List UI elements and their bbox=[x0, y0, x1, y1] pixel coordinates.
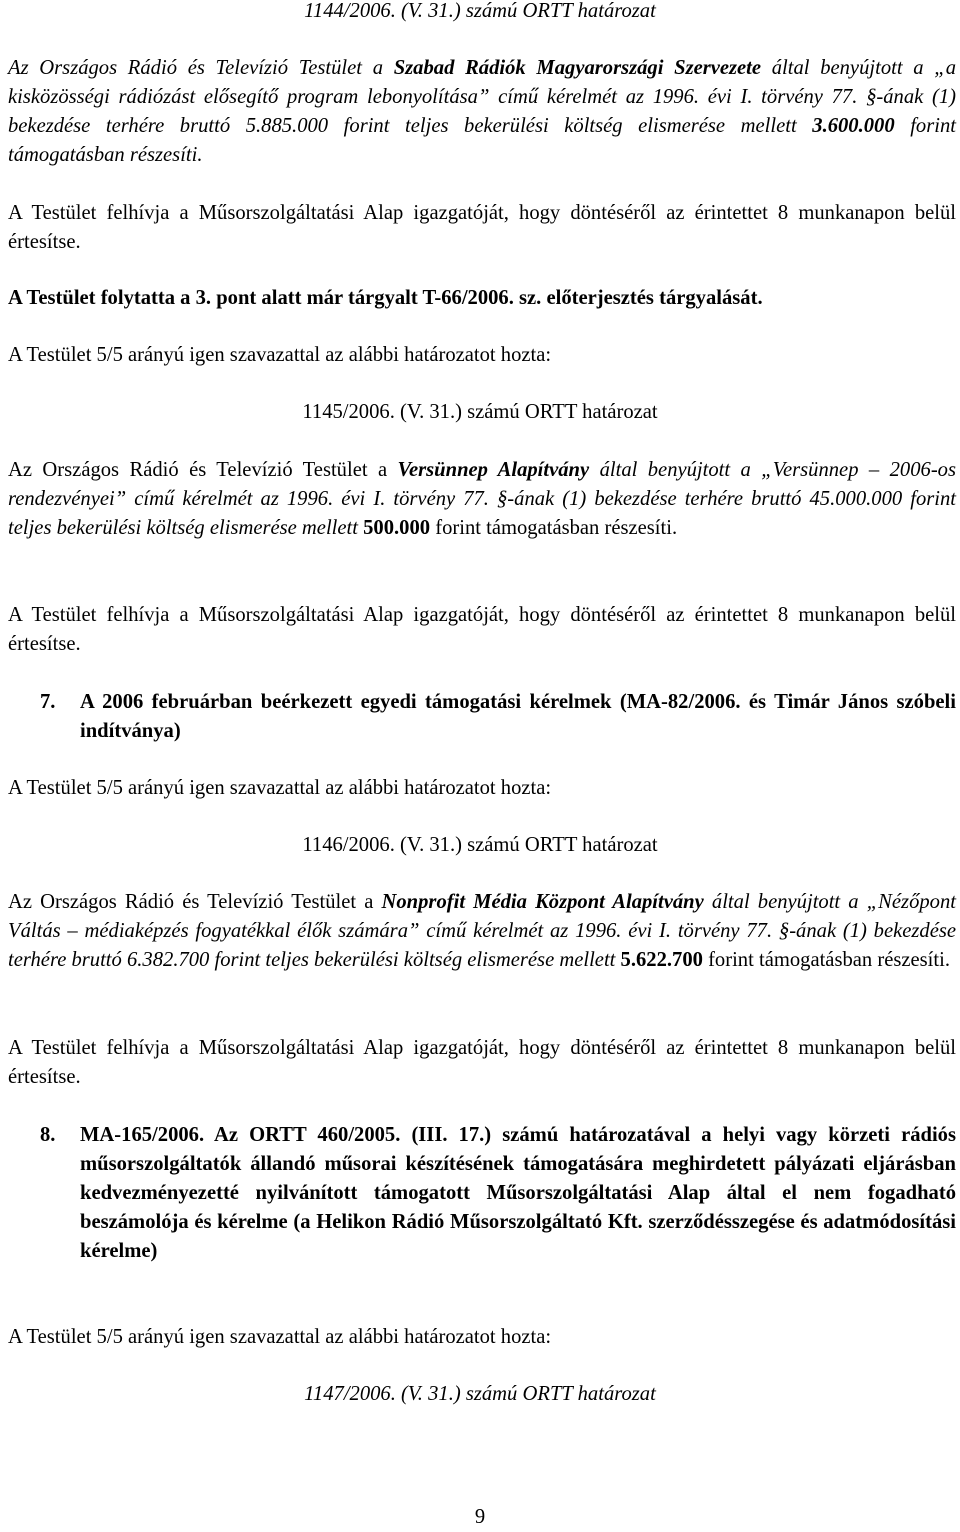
page-number: 9 bbox=[474, 1506, 486, 1528]
notify-paragraph-1: A Testület felhívja a Műsorszolgáltatási Alap igazgatóját, hogy döntéséről az érintettet 8 munkanapon belül értesítse. bbox=[8, 202, 956, 253]
organization-name: Szabad Rádiók Magyarországi Szervezete bbox=[393, 57, 762, 79]
application-title: „Nézőpont Váltás – médiaképzés fogyatékkal élők számára” bbox=[8, 891, 956, 942]
agenda-item-number-7: 7. bbox=[40, 691, 56, 713]
vote-statement-3: A Testület 5/5 arányú igen szavazattal az alábbi határozatot hozta: bbox=[8, 1326, 552, 1348]
agenda-item-number-8: 8. bbox=[40, 1124, 56, 1146]
agenda-item-8: MA-165/2006. Az ORTT 460/2005. (III. 17.) számú határozatával a helyi vagy körzeti rádiós műsorszolgáltatók állandó műsorai készítésének támogatására meghirdetett pályázati eljárásban kedvezményezetté nyilvánított támogatott Műsorszolgáltatási Alap által el nem fogadható beszámolója és kérelme (a Helikon Rádió Műsorszolgáltató Kft. szerződésszegése és adatmódosítási kérelme) bbox=[80, 1124, 956, 1262]
grant-amount: 500.000 bbox=[363, 517, 431, 539]
agenda-item-7: A 2006 februárban beérkezett egyedi támogatási kérelmek (MA-82/2006. és Timár János szóbeli indítványa) bbox=[80, 691, 956, 742]
vote-statement-2: A Testület 5/5 arányú igen szavazattal az alábbi határozatot hozta: bbox=[8, 777, 552, 799]
continued-discussion: A Testület folytatta a 3. pont alatt már tárgyalt T-66/2006. sz. előterjesztés tárgyalását. bbox=[8, 287, 763, 309]
resolution-heading-1147: 1147/2006. (V. 31.) számú ORTT határozat bbox=[304, 1383, 656, 1405]
resolution-heading-1145: 1145/2006. (V. 31.) számú ORTT határozat bbox=[302, 401, 658, 423]
grant-amount: 5.622.700 bbox=[620, 949, 703, 971]
vote-statement-1: A Testület 5/5 arányú igen szavazattal az alábbi határozatot hozta: bbox=[8, 344, 552, 366]
notify-paragraph-2: A Testület felhívja a Műsorszolgáltatási Alap igazgatóját, hogy döntéséről az érintettet 8 munkanapon belül értesítse. bbox=[8, 604, 956, 655]
resolution-heading-1144: 1144/2006. (V. 31.) számú ORTT határozat bbox=[304, 0, 656, 22]
notify-paragraph-3: A Testület felhívja a Műsorszolgáltatási Alap igazgatóját, hogy döntéséről az érintettet 8 munkanapon belül értesítse. bbox=[8, 1037, 956, 1088]
resolution-1146-text: Az Országos Rádió és Televízió Testület a Nonprofit Média Központ Alapítvány által benyújtott a „Nézőpont Váltás – médiaképzés fogyatékkal élők számára” című kérelmét az 1996. évi I. törvény 77. §-ának (1) bekezdése terhére bruttó 6.382.700 forint teljes bekerülési költség elismerése mellett 5.622.700 forint támogatásban részesíti. bbox=[8, 891, 957, 971]
organization-name: Nonprofit Média Központ Alapítvány bbox=[381, 891, 704, 913]
resolution-1145-text: Az Országos Rádió és Televízió Testület a Versünnep Alapítvány által benyújtott a „Versünnep – 2006-os rendezvényei” című kérelmét az 1996. évi I. törvény 77. §-ának (1) bekezdése terhére bruttó 45.000.000 forint teljes bekerülési költség elismerése mellett 500.000 forint támogatásban részesíti. bbox=[8, 459, 956, 539]
organization-name: Versünnep Alapítvány bbox=[397, 459, 590, 481]
application-title: „Versünnep – 2006-os rendezvényei” bbox=[8, 459, 956, 510]
grant-amount: 3.600.000 bbox=[812, 115, 895, 137]
resolution-heading-1146: 1146/2006. (V. 31.) számú ORTT határozat bbox=[302, 834, 658, 856]
resolution-1144-text: Az Országos Rádió és Televízió Testület a Szabad Rádiók Magyarországi Szervezete által benyújtott a „a kisközösségi rádiózást elősegítő program lebonyolítása” című kérelmét az 1996. évi I. törvény 77. §-ának (1) bekezdése terhére bruttó 5.885.000 forint teljes bekerülési költség elismerése mellett 3.600.000 forint támogatásban részesíti. bbox=[8, 57, 956, 166]
